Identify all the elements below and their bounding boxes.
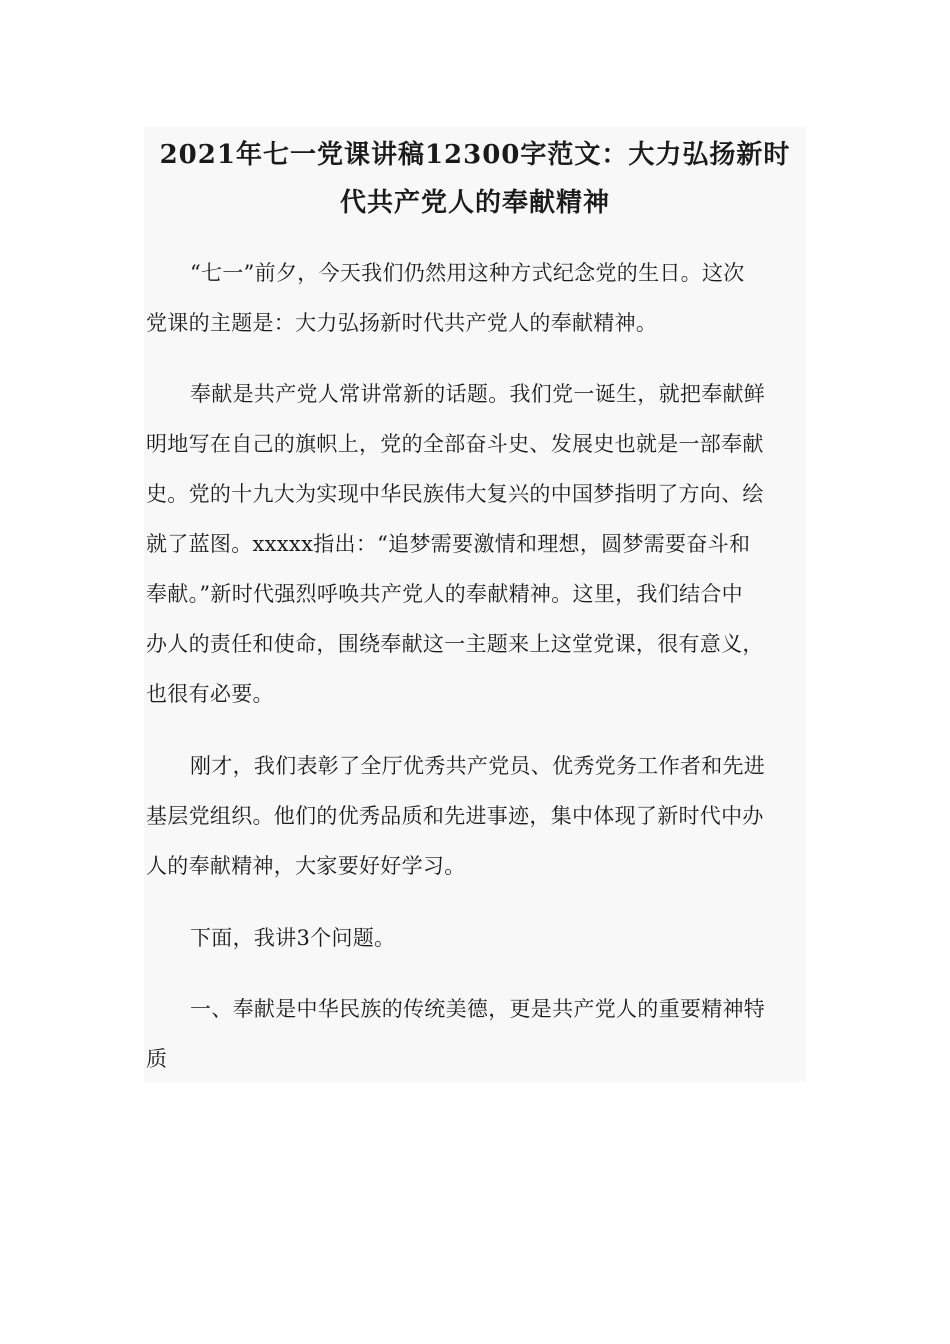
- text-line: 办人的责任和使命，围绕奉献这一主题来上这堂党课，很有意义，: [146, 632, 764, 656]
- text-line: “七一”前夕，今天我们仍然用这种方式纪念党的生日。这次: [190, 261, 745, 285]
- document-title: [144, 131, 806, 227]
- title-line: 2021年七一党课讲稿12300字范文：大力弘扬新时: [159, 140, 791, 170]
- text-line: 奉献。”新时代强烈呼唤共产党人的奉献精神。这里，我们结合中: [146, 582, 743, 606]
- text-line: 党课的主题是：大力弘扬新时代共产党人的奉献精神。: [146, 311, 658, 335]
- text-line: 人的奉献精神，大家要好好学习。: [146, 854, 466, 878]
- paragraph-outline: [146, 913, 806, 963]
- text-line: 就了蓝图。xxxxx指出：“追梦需要激情和理想，圆梦需要奋斗和: [146, 532, 751, 556]
- title-line: 代共产党人的奉献精神: [339, 188, 610, 218]
- text-line: 明地写在自己的旗帜上，党的全部奋斗史、发展史也就是一部奉献: [146, 432, 764, 456]
- text-line: 一、奉献是中华民族的传统美德，更是共产党人的重要精神特: [190, 997, 766, 1021]
- paragraph-dedication: [146, 369, 806, 719]
- text-line: 史。党的十九大为实现中华民族伟大复兴的中国梦指明了方向、绘: [146, 482, 764, 506]
- text-line: 奉献是共产党人常讲常新的话题。我们党一诞生，就把奉献鲜: [190, 382, 766, 406]
- text-line: 下面，我讲3个问题。: [190, 926, 396, 950]
- paragraph-intro: [146, 248, 806, 348]
- text-line: 也很有必要。: [146, 682, 274, 706]
- section-heading-1: [146, 984, 806, 1084]
- text-line: 基层党组织。他们的优秀品质和先进事迹，集中体现了新时代中办: [146, 804, 764, 828]
- text-line: 质: [146, 1047, 168, 1071]
- text-line: 刚才，我们表彰了全厅优秀共产党员、优秀党务工作者和先进: [190, 754, 766, 778]
- paragraph-commendation: [146, 741, 806, 891]
- document-body: [146, 248, 806, 1106]
